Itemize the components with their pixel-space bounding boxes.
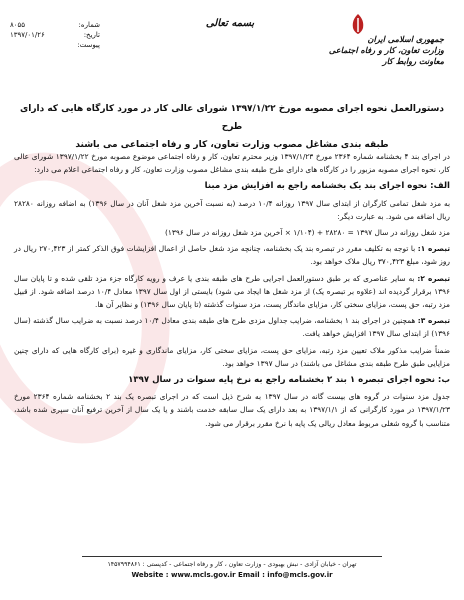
document-body bbox=[14, 150, 450, 433]
note-2 bbox=[14, 272, 450, 312]
note-1-label: تبصره ۱: bbox=[417, 244, 451, 254]
intro-paragraph: در اجرای بند ۴ بخشنامه شماره ۲۳۶۴ مورخ ۱۳۹۷/۱/۲۳ وزیر محترم تعاون، کار و رفاه اجتماعی موضوع مصوبه مورخ ۱۳۹۷/۱/۲۲ شورای عالی کار، نحوه اجرای مصوبه مزبور را در کارگاه های دارای طرح طبقه بندی مشاغل مصوب وزارت تعاون، کار و رفاه اجتماعی اعلام می دارد: bbox=[14, 152, 450, 175]
date-value: ۱۳۹۷/۰۱/۲۶ bbox=[10, 31, 45, 39]
ministry-name bbox=[314, 34, 444, 67]
section-a-heading: الف: نحوه اجرای بند یک بخشنامه راجع به افزایش مزد مبنا bbox=[204, 181, 450, 192]
note-3-continued: ضمناً ضرایب مذکور ملاک تعیین مزد رتبه، مزایای حق پست، مزایای سختی کار، مزایای ماندگاری و غیره (برای کارگاه هایی که دارای چنین مزایایی طبق طرح طبقه بندی مشاغل می باشند) در سال ۱۳۹۷ خواهد بود. bbox=[14, 345, 450, 368]
letter-meta bbox=[10, 20, 100, 50]
letter-footer bbox=[14, 556, 450, 581]
iran-emblem-icon bbox=[346, 12, 370, 36]
section-a-paragraph: به مزد شغل تمامی کارگران از ابتدای سال ۱۳۹۷ روزانه ۱۰/۴ درصد (به نسبت آخرین مزد شغل آنان در سال ۱۳۹۶) به اضافه روزانه ۲۸۲۸۰ ریال اضافه می شود. به عبارت دیگر: bbox=[14, 198, 451, 221]
gov-line-1: جمهوری اسلامی ایران bbox=[367, 34, 444, 44]
number-label: شماره: bbox=[78, 21, 100, 29]
note-3 bbox=[14, 314, 450, 340]
gov-line-3: معاونت روابط کار bbox=[382, 56, 444, 66]
section-b-heading: ب: نحوه اجرای تبصره ۱ بند ۲ بخشنامه راجع به نرخ پایه سنوات در سال ۱۳۹۷ bbox=[128, 375, 450, 386]
date-label: تاریخ: bbox=[83, 31, 100, 39]
section-b-paragraph: جدول مزد سنوات در گروه های بیست گانه در سال ۱۳۹۷ به شرح ذیل است که در اجرای تبصره یک بند ۲ بخشنامه شماره ۲۳۶۴ مورخ ۱۳۹۷/۱/۲۳ در مورد کارگرانی که از ۱۳۹۷/۱/۱ به بعد دارای یک سال سابقه خدمت باشند و یا یک سال از آخرین ترفیع آنان سپری شده باشد، متناسب با گروه شغلی مربوط معادل ریالی یک پایه با نرخ مقرر برقرار می شود. bbox=[14, 392, 451, 428]
gov-line-2: وزارت تعاون، کار و رفاه اجتماعی bbox=[328, 45, 444, 55]
note-1-text: با توجه به تکلیف مقرر در تبصره بند یک بخشنامه، چنانچه مزد شغل حاصل از اعمال افزایشات فوق الذکر کمتر از ۲۷۰,۴۲۳ ریال در روز شود، مبلغ ۳۷۰,۴۲۳ ریال ملاک خواهد بود. bbox=[14, 244, 450, 267]
formula-line: مزد شغل روزانه در سال ۱۳۹۷ = ۲۸۲۸۰ + (۱/۱۰۴ × آخرین مزد شغل روزانه در سال ۱۳۹۶) bbox=[165, 228, 450, 238]
title-line-1: دستورالعمل نحوه اجرای مصوبه مورخ ۱۳۹۷/۱/۲۲ شورای عالی کار در مورد کارگاه هایی که دارای طرح bbox=[20, 104, 444, 132]
note-2-label: تبصره ۲: bbox=[417, 273, 450, 283]
letter-header bbox=[0, 6, 464, 68]
bismillah: بسمه تعالی bbox=[205, 18, 255, 29]
document-title bbox=[14, 100, 450, 154]
note-3-label: تبصره ۳: bbox=[417, 316, 451, 326]
number-value: ۸۰۵۵ bbox=[10, 21, 26, 29]
footer-divider bbox=[82, 556, 382, 557]
note-1 bbox=[14, 242, 450, 268]
note-3-text: همچنین در اجرای بند ۱ بخشنامه، ضرایب جداول مزدی طرح های طبقه بندی معادل ۱۰/۴ درصد نسبت به ضرایب سال گذشته (سال ۱۳۹۶) از ابتدای سال ۱۳۹۷ افزایش خواهد یافت. bbox=[14, 316, 450, 339]
title-line-2: طبقه بندی مشاغل مصوب وزارت تعاون، کار و رفاه اجتماعی می باشند bbox=[75, 140, 389, 150]
attachment-label: پیوست: bbox=[77, 41, 100, 49]
footer-address: تهران - خیابان آزادی - نبش بهبودی - وزارت تعاون ، کار و رفاه اجتماعی - کدپستی : ۱۴۵۷۹۹۴۸۶۱ bbox=[107, 561, 357, 568]
footer-contact: Website : www.mcls.gov.ir Email : info@mcls.gov.ir bbox=[131, 571, 333, 579]
note-2-text: به سایر عناصری که بر طبق دستورالعمل اجرایی طرح های طبقه بندی یا عرف و رویه کارگاه جزء مزد تلقی شده و تا پایان سال ۱۳۹۶ برقرار گردیده اند (علاوه بر تبصره یک) از مزد شغل ها ایجاد می شود) بایستی از اول سال ۱۳۹۷ معادل ۱۰/۴ درصد اضافه شود. از قبیل مزد رتبه، حق پست، مزایای سختی کار، مزایای ماندگار پست، مزد سنوات گذشته (تا پایان سال ۱۳۹۶) و نظایر آن ها. bbox=[14, 273, 450, 310]
